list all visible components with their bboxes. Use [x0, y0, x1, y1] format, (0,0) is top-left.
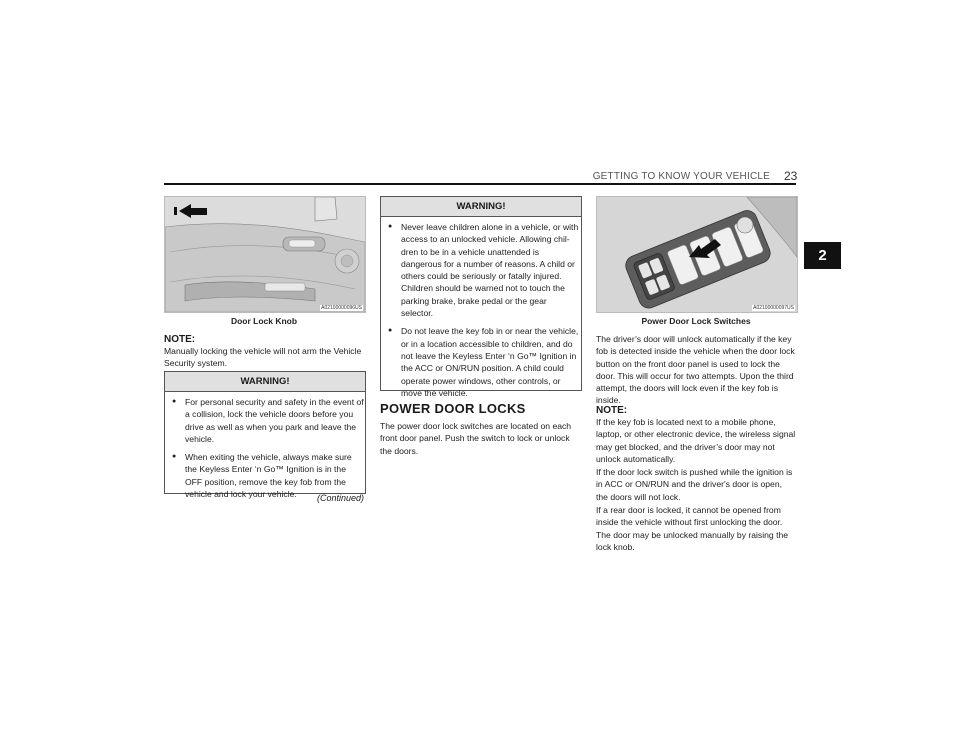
warning-title: WARNING!: [165, 372, 365, 392]
power-door-lock-switches-figure: [596, 196, 798, 313]
page-number: 23: [784, 169, 798, 183]
warning-item: ● When exiting the vehicle, always make sure the Keyless Enter ‘n Go™ Ignition is in the OFF position, remove the key fob from the vehicle and lock your vehicle.: [165, 451, 365, 500]
body-paragraph: The driver’s door will unlock automatically if the key fob is detected inside the vehicle when the door lock button on the front door panel is used to lock the door. This will occur for two attempts. Upon the third attempt, the doors will lock even if the key fob is inside.: [596, 334, 795, 406]
note-paragraph: If the door lock switch is pushed while the ignition is in ACC or ON/RUN and the driver's door is open, the doors will not lock.: [596, 467, 793, 502]
chapter-tab: 2: [804, 242, 841, 269]
note-label: NOTE:: [164, 334, 196, 345]
running-header-title: GETTING TO KNOW YOUR VEHICLE: [592, 171, 770, 182]
figure-caption: Power Door Lock Switches: [641, 316, 751, 326]
warning-item: ● Never leave children alone in a vehicle, or with access to an unlocked vehicle. Allowing chil-dren to be in a vehicle unattended is dangerous for a number of reasons. A child or others could be seriously or fatally injured. Children should be warned not to touch the parking brake, brake pedal or the gear selector.: [381, 221, 581, 319]
note-label: NOTE:: [596, 405, 628, 416]
note-paragraph: If the key fob is located next to a mobile phone, laptop, or other electronic device, the wireless signal may get blocked, and the driver’s door may not unlock automatically.: [596, 417, 796, 464]
door-panel-illustration: [165, 197, 365, 312]
continued-label: (Continued): [316, 493, 364, 503]
section-title: POWER DOOR LOCKS: [380, 401, 526, 416]
figure-code: A02100000097US: [753, 305, 794, 311]
figure-caption: Door Lock Knob: [230, 316, 298, 326]
figure-code: A02100000096US: [321, 305, 362, 311]
warning-box: [380, 196, 582, 398]
note-paragraph: If a rear door is locked, it cannot be opened from inside the vehicle without first unlocking the door. The door may be unlocked manually by raising the lock knob.: [596, 505, 789, 552]
switch-panel-illustration: [597, 197, 797, 312]
warning-title: WARNING!: [381, 197, 581, 217]
section-text: The power door lock switches are located on each front door panel. Push the switch to lock or unlock the doors.: [380, 421, 572, 456]
header-rule: [164, 183, 796, 185]
note-text: Manually locking the vehicle will not arm the Vehicle Security system.: [164, 346, 362, 369]
warning-item: ● For personal security and safety in the event of a collision, lock the vehicle doors before you drive as well as when you park and leave the vehicle.: [165, 396, 365, 445]
warning-item: ● Do not leave the key fob in or near the vehicle, or in a location accessible to children, and do not leave the Keyless Enter ‘n Go™ Ignition in the ACC or ON/RUN position. A child could operate power windows, other controls, or move the vehicle.: [381, 325, 581, 399]
door-lock-knob-figure: [164, 196, 366, 313]
